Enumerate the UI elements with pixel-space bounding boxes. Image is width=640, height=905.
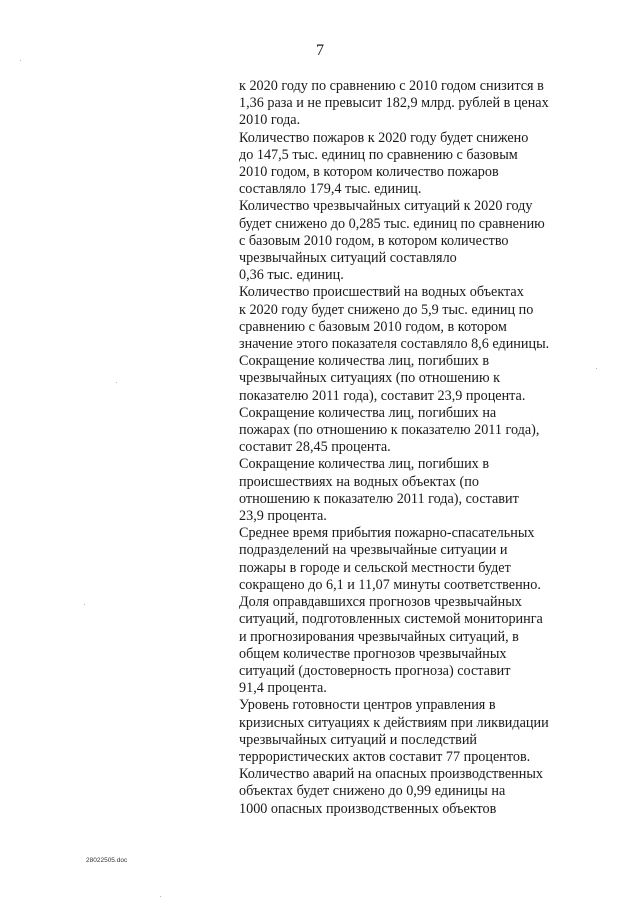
text-line: Среднее время прибытия пожарно-спасательных	[239, 525, 535, 542]
text-line: отношению к показателю 2011 года), составит	[239, 490, 519, 507]
text-line: 2010 годом, в котором количество пожаров	[239, 164, 499, 181]
page-number: 7	[316, 42, 324, 59]
text-line: 1,36 раза и не превысит 182,9 млрд. рублей в ценах	[239, 95, 549, 112]
text-line: будет снижено до 0,285 тыс. единиц по сравнению	[239, 215, 545, 232]
scan-speck	[84, 604, 85, 605]
text-line: с базовым 2010 годом, в котором количество	[239, 232, 509, 249]
document-file-code: 28022505.doc	[86, 857, 128, 864]
text-line: происшествиях на водных объектах (по	[239, 473, 479, 490]
text-line: 1000 опасных производственных объектов	[239, 800, 497, 817]
text-line: сравнению с базовым 2010 годом, в котором	[239, 318, 507, 335]
text-line: значение этого показателя составляло 8,6 единицы.	[239, 336, 550, 353]
scan-speck	[20, 60, 21, 61]
scan-speck	[596, 368, 597, 369]
text-line: Доля оправдавшихся прогнозов чрезвычайных	[239, 594, 522, 611]
text-line: и прогнозирования чрезвычайных ситуаций, в	[239, 628, 519, 645]
text-line: Количество происшествий на водных объектах	[239, 284, 524, 301]
text-line: Количество аварий на опасных производственных	[239, 766, 543, 783]
text-line: Уровень готовности центров управления в	[239, 697, 496, 714]
text-line: пожары в городе и сельской местности будет	[239, 559, 511, 576]
text-line: Количество пожаров к 2020 году будет снижено	[239, 129, 529, 146]
text-line: к 2020 году будет снижено до 5,9 тыс. единиц по	[239, 301, 534, 318]
scan-speck	[116, 382, 117, 383]
text-line: общем количестве прогнозов чрезвычайных	[239, 645, 507, 662]
scan-speck	[160, 896, 161, 897]
text-line: чрезвычайных ситуаций и последствий	[239, 731, 478, 748]
text-line: чрезвычайных ситуациях (по отношению к	[239, 370, 500, 387]
text-line: 2010 года.	[239, 112, 301, 129]
text-line: 91,4 процента.	[239, 680, 327, 697]
document-body	[239, 78, 579, 818]
text-line: пожарах (по отношению к показателю 2011 года),	[239, 422, 540, 439]
text-line: Сокращение количества лиц, погибших на	[239, 404, 497, 421]
text-line: Сокращение количества лиц, погибших в	[239, 353, 490, 370]
text-line: к 2020 году по сравнению с 2010 годом снизится в	[239, 78, 544, 94]
text-line: ситуаций, подготовленных системой мониторинга	[239, 611, 543, 628]
text-line: Сокращение количества лиц, погибших в	[239, 456, 490, 473]
text-line: террористических актов составит 77 процентов.	[239, 748, 531, 765]
text-line: чрезвычайных ситуаций составляло	[239, 250, 457, 267]
text-line: ситуаций (достоверность прогноза) составит	[239, 662, 511, 679]
text-line: составит 28,45 процента.	[239, 439, 391, 456]
text-line: кризисных ситуациях к действиям при ликвидации	[239, 714, 549, 731]
text-line: 0,36 тыс. единиц.	[239, 267, 344, 284]
text-line: подразделений на чрезвычайные ситуации и	[239, 542, 508, 559]
text-line: Количество чрезвычайных ситуаций к 2020 году	[239, 198, 533, 215]
text-line: до 147,5 тыс. единиц по сравнению с базовым	[239, 146, 518, 163]
text-line: объектах будет снижено до 0,99 единицы на	[239, 783, 506, 800]
text-line: составляло 179,4 тыс. единиц.	[239, 181, 422, 198]
text-line: 23,9 процента.	[239, 508, 327, 525]
text-line: сокращено до 6,1 и 11,07 минуты соответственно.	[239, 576, 541, 593]
text-line: показателю 2011 года), составит 23,9 процента.	[239, 387, 526, 404]
